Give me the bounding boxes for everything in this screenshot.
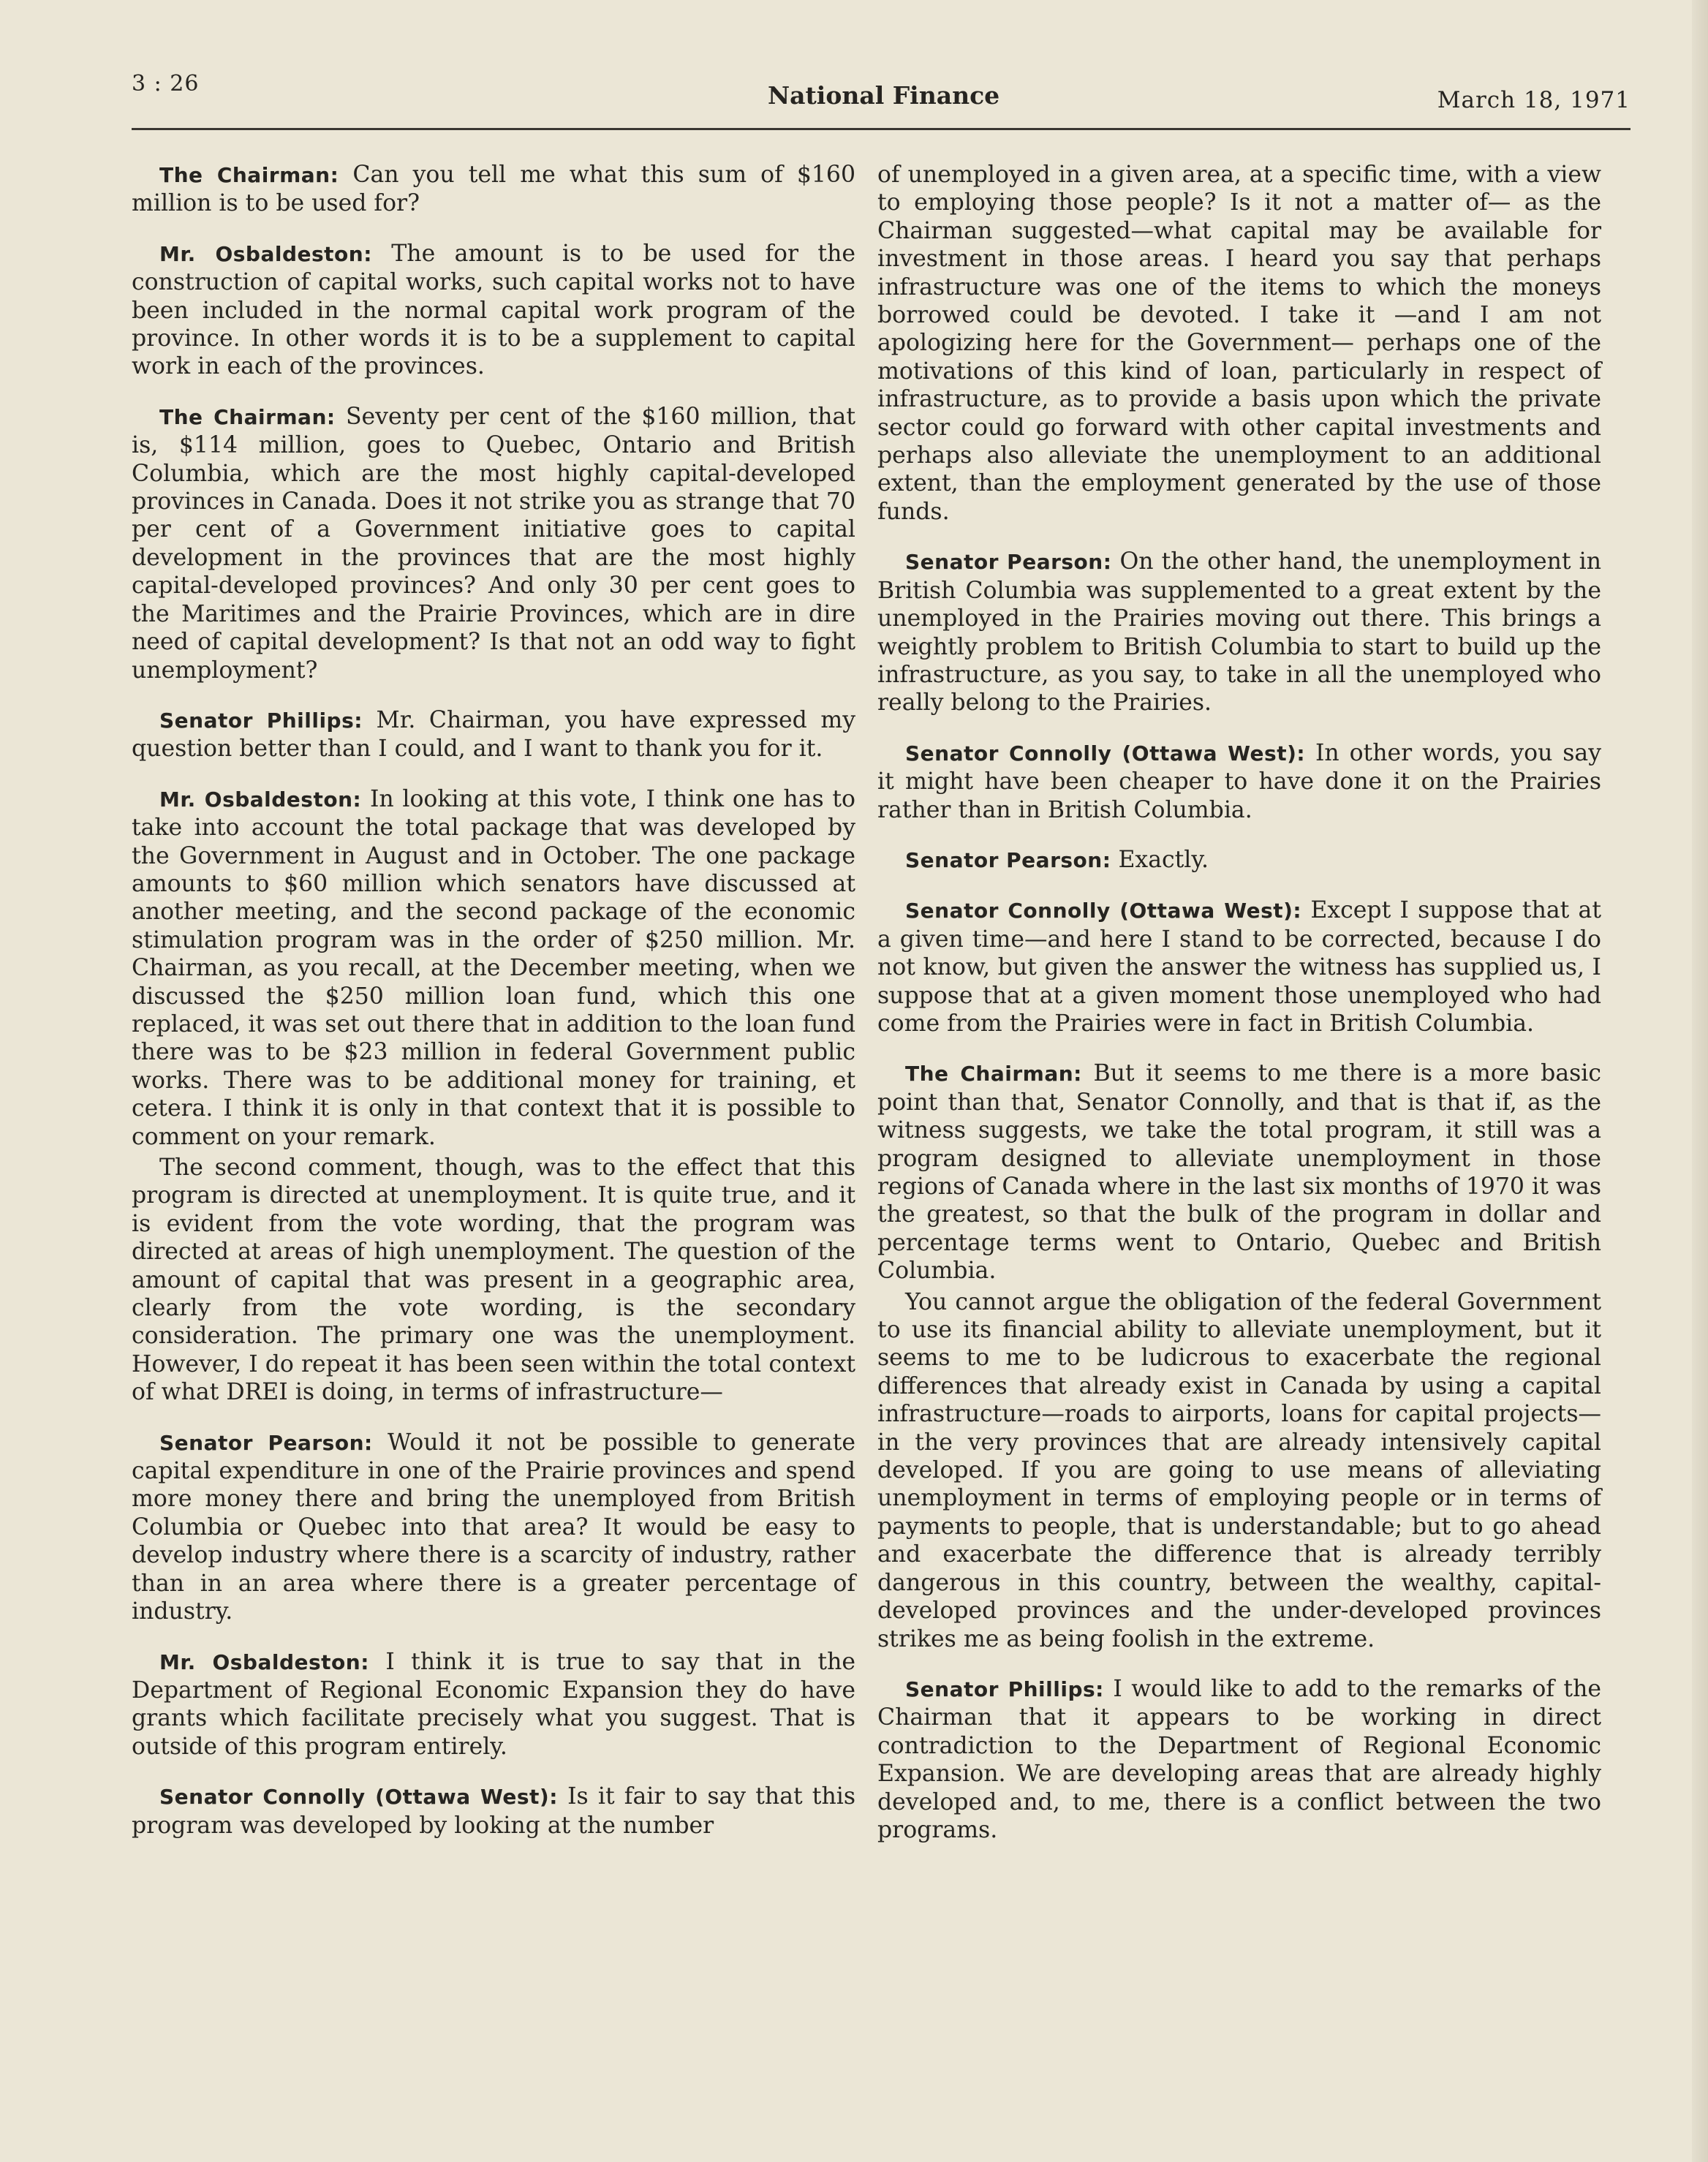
speech-paragraph <box>877 548 1601 717</box>
running-title: National Finance <box>768 81 1000 110</box>
speaker-name: Senator Connolly (Ottawa West): <box>905 741 1306 766</box>
speech-text: I would like to add to the remarks of the Chairman that it appears to be working in direct contradiction to the Department of Regional Economic Expansion. We are developing areas that are already highly developed and, to me, there is a conflict between the two programs. <box>877 1675 1601 1843</box>
left-column <box>132 161 855 1840</box>
continuation-paragraph <box>877 1288 1601 1653</box>
speech-paragraph <box>132 1648 855 1761</box>
speech-text: of unemployed in a given area, at a specific time, with a view to employing those people? Is it not a matter of— as the Chairman suggested—what capital may be available for investment in those areas. I heard you say that perhaps infrastructure was one of the items to which the moneys borrowed could be devoted. I take it —and I am not apologizing here for the Government— perhaps one of the motivations of this kind of loan, particularly in respect of infrastructure, as to provide a basis upon which the private sector could go forward with other capital investments and perhaps also alleviate the unemployment to an additional extent, than the employment generated by the use of those funds. <box>877 162 1601 525</box>
speech-text: In looking at this vote, I think one has to take into account the total package that was developed by the Government in August and in October. The one package amounts to $60 million which senators have discussed at another meeting, and the second package of the economic stimulation program was in the order of $250 million. Mr. Chairman, as you recall, at the December meeting, when we discussed the $250 million loan fund, which this one replaced, it was set out there that in addition to the loan fund there was to be $23 million in federal Government public works. There was to be additional money for training, et cetera. I think it is only in that context that it is possible to comment on your remark. <box>132 785 856 1150</box>
speech-paragraph <box>132 1783 855 1840</box>
continued-paragraph <box>877 161 1601 526</box>
issue-date: March 18, 1971 <box>1437 87 1630 113</box>
speech-text: Seventy per cent of the $160 million, that is, $114 million, goes to Quebec, Ontario and British Columbia, which are the most highly capital-developed provinces in Canada. Does it not strike you as strange that 70 per cent of a Government initiative goes to capital development in the provinces that are the most highly capital-developed provinces? And only 30 per cent goes to the Maritimes and the Prairie Provinces, which are in dire need of capital development? Is that not an odd way to fight unemployment? <box>132 403 855 684</box>
speaker-name: Senator Phillips: <box>159 708 363 733</box>
speech-paragraph <box>877 1675 1601 1844</box>
speaker-name: The Chairman: <box>159 163 339 187</box>
page-header <box>132 69 1630 130</box>
speech-text: Exactly. <box>1118 846 1209 873</box>
speech-paragraph <box>132 240 855 381</box>
speaker-name: Mr. Osbaldeston: <box>159 787 362 812</box>
speech-paragraph <box>877 896 1601 1037</box>
speech-paragraph <box>877 846 1601 874</box>
page-number: 3 : 26 <box>132 71 200 97</box>
speech-text: Mr. Chairman, you have expressed my question better than I could, and I want to thank you for it. <box>132 706 855 763</box>
speech-text: Would it not be possible to generate capital expenditure in one of the Prairie provinces and spend more money there and bring the unemployed from British Columbia or Quebec into that area? It would be easy to develop industry where there is a scarcity of industry, rather than in an area where there is a greater percentage of industry. <box>132 1429 855 1625</box>
speech-paragraph <box>877 1059 1601 1285</box>
speaker-name: Mr. Osbaldeston: <box>159 1649 369 1674</box>
speaker-name: The Chairman: <box>905 1062 1082 1086</box>
speaker-name: Senator Pearson: <box>905 847 1111 872</box>
speech-text: You cannot argue the obligation of the federal Government to use its financial ability to alleviate unemployment, but it seems to me to be ludicrous to exacerbate the regional differences that already exist in Canada by using a capital infrastructure—roads to airports, loans for capital projects—in the very provinces that are already intensively capital developed. If you are going to use means of alleviating unemployment in terms of employing people or in terms of payments to people, that is understandable; but to go ahead and exacerbate the difference that is already terribly dangerous in this country, between the wealthy, capital-developed provinces and the under-developed provinces strikes me as being foolish in the extreme. <box>877 1288 1601 1652</box>
speech-text: The amount is to be used for the construction of capital works, such capital works not to have been included in the normal capital work program of the province. In other words it is to be a supplement to capital work in each of the provinces. <box>132 240 855 380</box>
speech-paragraph <box>132 706 855 763</box>
speaker-name: Mr. Osbaldeston: <box>159 241 372 266</box>
speech-text: The second comment, though, was to the effect that this program is directed at unemployment. It is quite true, and it is evident from the vote wording, that the program was directed at areas of high unemployment. The question of the amount of capital that was present in a geographic area, clearly from the vote wording, is the secondary consideration. The primary one was the unemployment. However, I do repeat it has been seen within the total context of what DREI is doing, in terms of infrastructure— <box>132 1154 855 1406</box>
continuation-paragraph <box>132 1154 855 1407</box>
page-edge-shadow <box>1692 0 1708 2162</box>
speech-paragraph <box>132 785 855 1151</box>
speech-text: Can you tell me what this sum of $160 million is to be used for? <box>132 162 856 217</box>
speaker-name: Senator Pearson: <box>159 1430 373 1455</box>
speaker-name: Senator Pearson: <box>905 550 1112 575</box>
speech-paragraph <box>132 1429 855 1626</box>
speaker-name: The Chairman: <box>159 404 336 429</box>
right-column <box>877 161 1601 1844</box>
speech-text: I think it is true to say that in the Department of Regional Economic Expansion they do have grants which facilitate precisely what you suggest. That is outside of this program entirely. <box>132 1648 855 1760</box>
speech-text: In other words, you say it might have been cheaper to have done it on the Prairies rather than in British Columbia. <box>877 739 1601 823</box>
speaker-name: Senator Connolly (Ottawa West): <box>905 899 1302 923</box>
speech-text: On the other hand, the unemployment in British Columbia was supplemented to a great extent by the unemployed in the Prairies moving out there. This brings a weightly problem to British Columbia to start to build up the infrastructure, as you say, to take in all the unemployed who really belong to the Prairies. <box>877 548 1601 717</box>
speech-paragraph <box>132 161 855 218</box>
speech-text: Is it fair to say that this program was developed by looking at the number <box>132 1783 855 1839</box>
speaker-name: Senator Connolly (Ottawa West): <box>159 1785 558 1810</box>
speech-paragraph <box>877 739 1601 824</box>
speech-text: But it seems to me there is a more basic point than that, Senator Connolly, and that is that if, as the witness suggests, we take the total program, it still was a program designed to alleviate unemployment in those regions of Canada where in the last six months of 1970 it was the greatest, so that the bulk of the program in dollar and percentage terms went to Ontario, Quebec and British Columbia. <box>877 1060 1602 1285</box>
speech-paragraph <box>132 403 855 684</box>
speech-text: Except I suppose that at a given time—and here I stand to be corrected, because I do not know, but given the answer the witness has supplied us, I suppose that at a given moment those unemployed who had come from the Prairies were in fact in British Columbia. <box>877 897 1601 1037</box>
speaker-name: Senator Phillips: <box>905 1677 1104 1701</box>
